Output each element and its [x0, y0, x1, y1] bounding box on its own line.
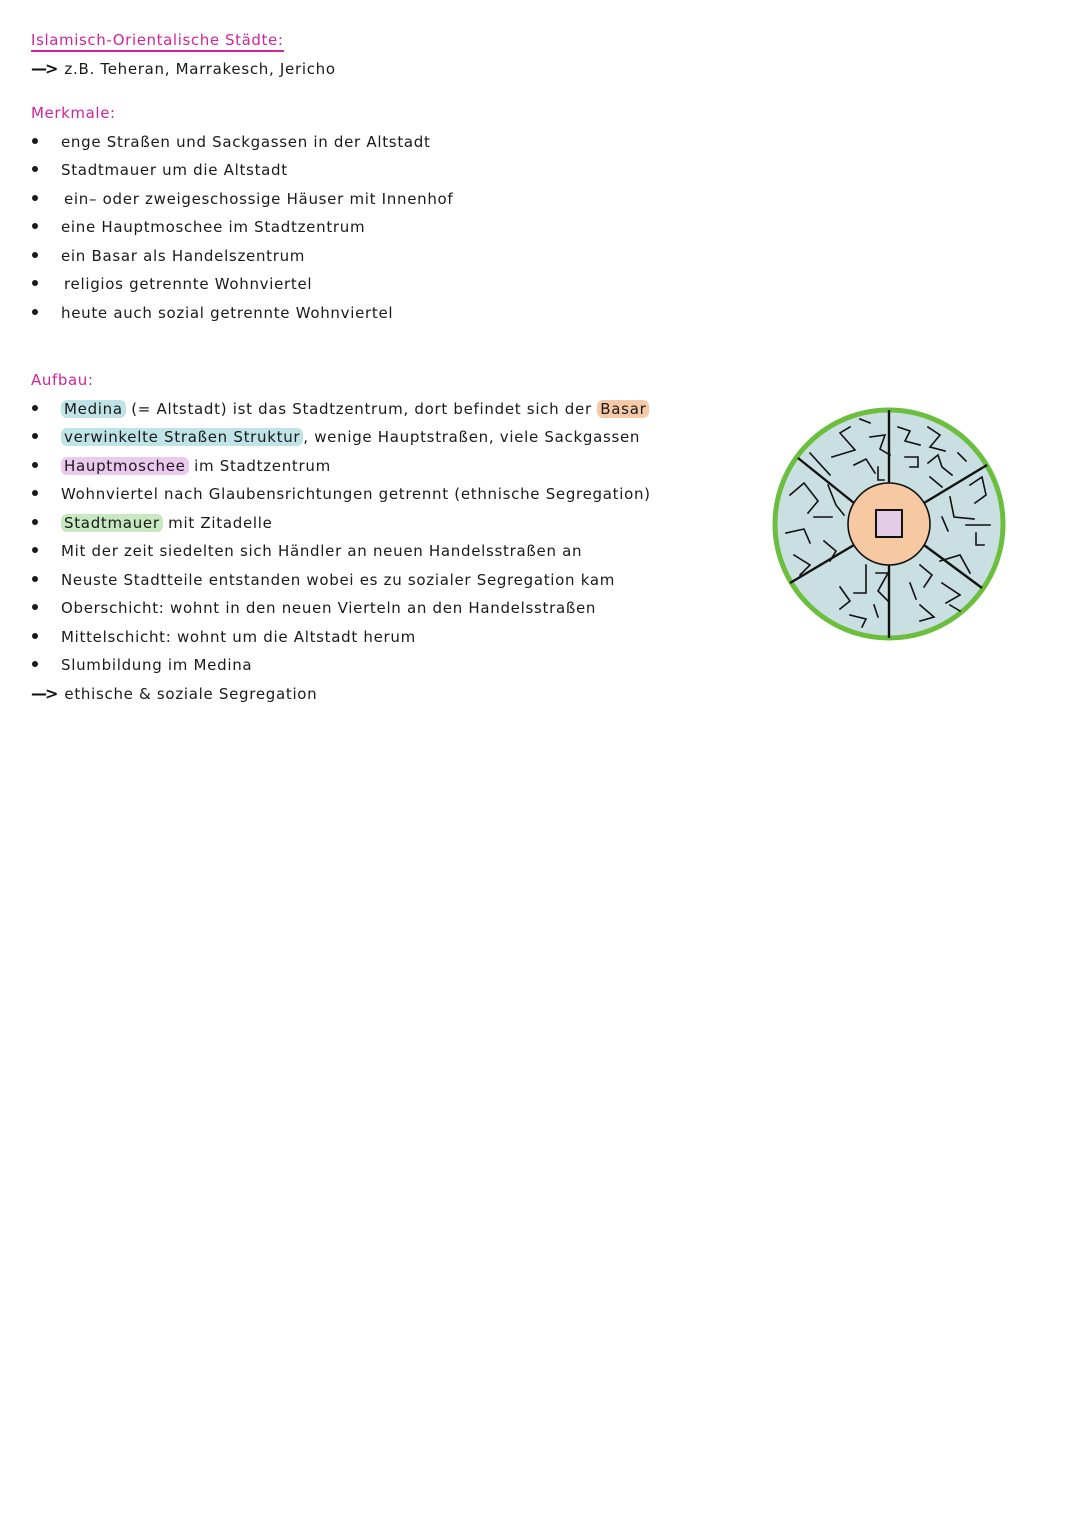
list-item: Oberschicht: wohnt in den neuen Vierteln an den Handelsstraßen [31, 598, 596, 618]
list-item: Mit der zeit siedelten sich Händler an neuen Handelsstraßen an [31, 541, 582, 561]
list-item: verwinkelte Straßen Struktur , wenige Hauptstraßen, viele Sackgassen [31, 427, 640, 447]
merkmale-heading: Merkmale: [31, 104, 116, 122]
list-item: Hauptmoschee im Stadtzentrum [31, 456, 331, 476]
arrow-icon: —> [31, 59, 57, 78]
aufbau-heading: Aufbau: [31, 371, 94, 389]
bullet-icon [32, 309, 38, 315]
highlight-basar: Basar [597, 400, 649, 418]
bullet-icon [32, 166, 38, 172]
highlight-medina: Medina [61, 400, 126, 418]
conclusion-text: ethische & soziale Segregation [64, 685, 318, 703]
bullet-icon [32, 405, 38, 411]
list-item: ein Basar als Handelszentrum [31, 246, 305, 266]
bullet-icon [32, 462, 38, 468]
conclusion-line [31, 684, 317, 704]
list-item: Stadtmauer mit Zitadelle [31, 513, 273, 533]
bullet-icon [32, 661, 38, 667]
bullet-icon [32, 138, 38, 144]
examples-text: z.B. Teheran, Marrakesch, Jericho [64, 60, 336, 78]
bullet-icon [32, 604, 38, 610]
city-model-diagram [770, 405, 1008, 643]
bullet-icon [32, 280, 38, 286]
bullet-icon [32, 195, 38, 201]
list-item: Wohnviertel nach Glaubensrichtungen getrennt (ethnische Segregation) [31, 484, 651, 504]
arrow-icon: —> [31, 684, 57, 703]
list-item: religios getrennte Wohnviertel [31, 274, 312, 294]
mosque-square [876, 510, 902, 537]
list-item: eine Hauptmoschee im Stadtzentrum [31, 217, 365, 237]
list-item: Neuste Stadtteile entstanden wobei es zu sozialer Segregation kam [31, 570, 615, 590]
list-item: Mittelschicht: wohnt um die Altstadt herum [31, 627, 416, 647]
page-title: Islamisch-Orientalische Städte: [31, 31, 284, 52]
bullet-icon [32, 433, 38, 439]
list-item: heute auch sozial getrennte Wohnviertel [31, 303, 393, 323]
bullet-icon [32, 490, 38, 496]
list-item: ein– oder zweigeschossige Häuser mit Innenhof [31, 189, 453, 209]
list-item: Stadtmauer um die Altstadt [31, 160, 288, 180]
bullet-icon [32, 252, 38, 258]
highlight-strassen: verwinkelte Straßen Struktur [61, 428, 303, 446]
examples-line [31, 59, 336, 79]
bullet-icon [32, 519, 38, 525]
highlight-hauptmoschee: Hauptmoschee [61, 457, 189, 475]
highlight-stadtmauer: Stadtmauer [61, 514, 163, 532]
list-item: Slumbildung im Medina [31, 655, 252, 675]
bullet-icon [32, 223, 38, 229]
list-item: enge Straßen und Sackgassen in der Altstadt [31, 132, 431, 152]
bullet-icon [32, 576, 38, 582]
list-item: Medina (= Altstadt) ist das Stadtzentrum, dort befindet sich der Basar [31, 399, 649, 419]
bullet-icon [32, 547, 38, 553]
bullet-icon [32, 633, 38, 639]
